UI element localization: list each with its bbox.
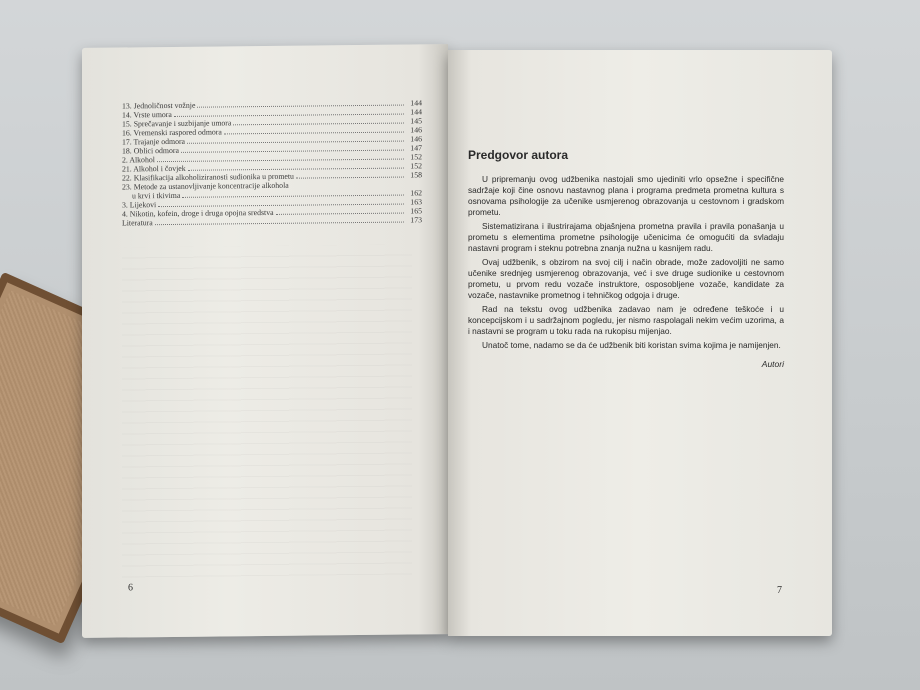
toc-entry-title: 21. Alkohol i čovjek	[122, 163, 186, 174]
preface	[468, 148, 784, 369]
right-page	[448, 50, 832, 636]
toc-entry-page: 152	[410, 152, 422, 162]
preface-paragraph: Unatoč tome, nadamo se da će udžbenik biti koristan svima kojima je namijenjen.	[482, 340, 781, 350]
preface-heading: Predgovor autora	[468, 148, 569, 162]
toc-entry-title: 2. Alkohol	[122, 155, 155, 165]
toc-entry-title: 16. Vremenski raspored odmora	[122, 127, 222, 138]
toc-entry-title: 22. Klasifikacija alkoholiziranosti sudionika u prometu	[122, 171, 294, 183]
toc-entry-page: 146	[410, 134, 422, 144]
toc-entry-title: 17. Trajanje odmora	[122, 136, 186, 147]
toc-leader-dots	[276, 213, 404, 215]
preface-paragraph: Ovaj udžbenik, s obzirom na svoj cilj i način obrade, može zadovoljiti ne samo učenike srednjeg usmjerenog obrazovanja, već i sve druge sudionike u cestovnom prometu, u prvom redu vozače instruktore, osposobljene vozače, kandidate za vozače, nastavnike prometnog i tehničkog odgoja i druge.	[468, 257, 784, 300]
preface-signature: Autori	[761, 359, 784, 369]
show-through-text	[122, 244, 412, 577]
preface-paragraph: Rad na tekstu ovog udžbenika zadavao nam je određene teškoće i u koncepcijskom i u sadržajnom pogledu, jer nismo raspolagali nekim većim uzorima, a i nastavni se program u toku rada na rukopisu mijenjao.	[468, 304, 784, 336]
toc-entry-title: u krvi i tkivima	[132, 190, 181, 201]
toc-entry-title: 4. Nikotin, kofein, droge i druga opojna sredstva	[122, 207, 274, 219]
toc-entry-title: 23. Metode za ustanovljivanje koncentracije alkohola	[122, 180, 289, 192]
table-of-contents	[122, 98, 422, 227]
toc-entry-page: 162	[410, 188, 422, 198]
toc-entry-page: 165	[410, 206, 422, 216]
toc-entry-title: 3. Lijekovi	[122, 200, 157, 210]
toc-entry-page: 158	[410, 170, 422, 180]
preface-paragraph: U pripremanju ovog udžbenika nastojali smo ujediniti vrlo opsežne i specifične sadržaje koji čine osnovu nastavnog plana i programa predmeta prometna kultura s osnovama psihologije za učenike usmjerenog obrazovanja u cestovnom i gradskom prometu.	[468, 174, 784, 217]
toc-entry-title: 18. Oblici odmora	[122, 145, 179, 156]
toc-entry-page: 146	[410, 125, 422, 135]
toc-entry-page: 152	[410, 161, 422, 171]
toc-entry-page: 163	[410, 197, 422, 207]
toc-leader-dots	[296, 177, 404, 179]
toc-entry-title: 14. Vrste umora	[122, 109, 172, 120]
page-number-left: 6	[128, 582, 133, 594]
toc-entry-title: 13. Jednoličnost vožnje	[122, 100, 196, 111]
left-page	[82, 44, 448, 638]
page-number-right: 7	[777, 585, 782, 596]
toc-entry-page: 144	[410, 107, 422, 117]
toc-entry-page: 147	[410, 143, 422, 153]
preface-paragraph: Sistematizirana i ilustrirajama objašnjena prometna pravila i pravila ponašanja u prometu s elementima prometne psihologije učenicima će omogućiti da svladaju nastavni program i steknu potrebna znanja nužna u kasnijem radu.	[468, 221, 784, 253]
toc-entry-page: 173	[410, 215, 422, 225]
open-book	[82, 40, 834, 632]
toc-entry-title: 15. Sprečavanje i suzbijanje umora	[122, 118, 232, 129]
toc-leader-dots	[155, 222, 404, 226]
toc-entry-title: Literatura	[122, 218, 153, 228]
toc-entry-page: 144	[410, 98, 422, 108]
toc-entry-page: 145	[410, 116, 422, 126]
